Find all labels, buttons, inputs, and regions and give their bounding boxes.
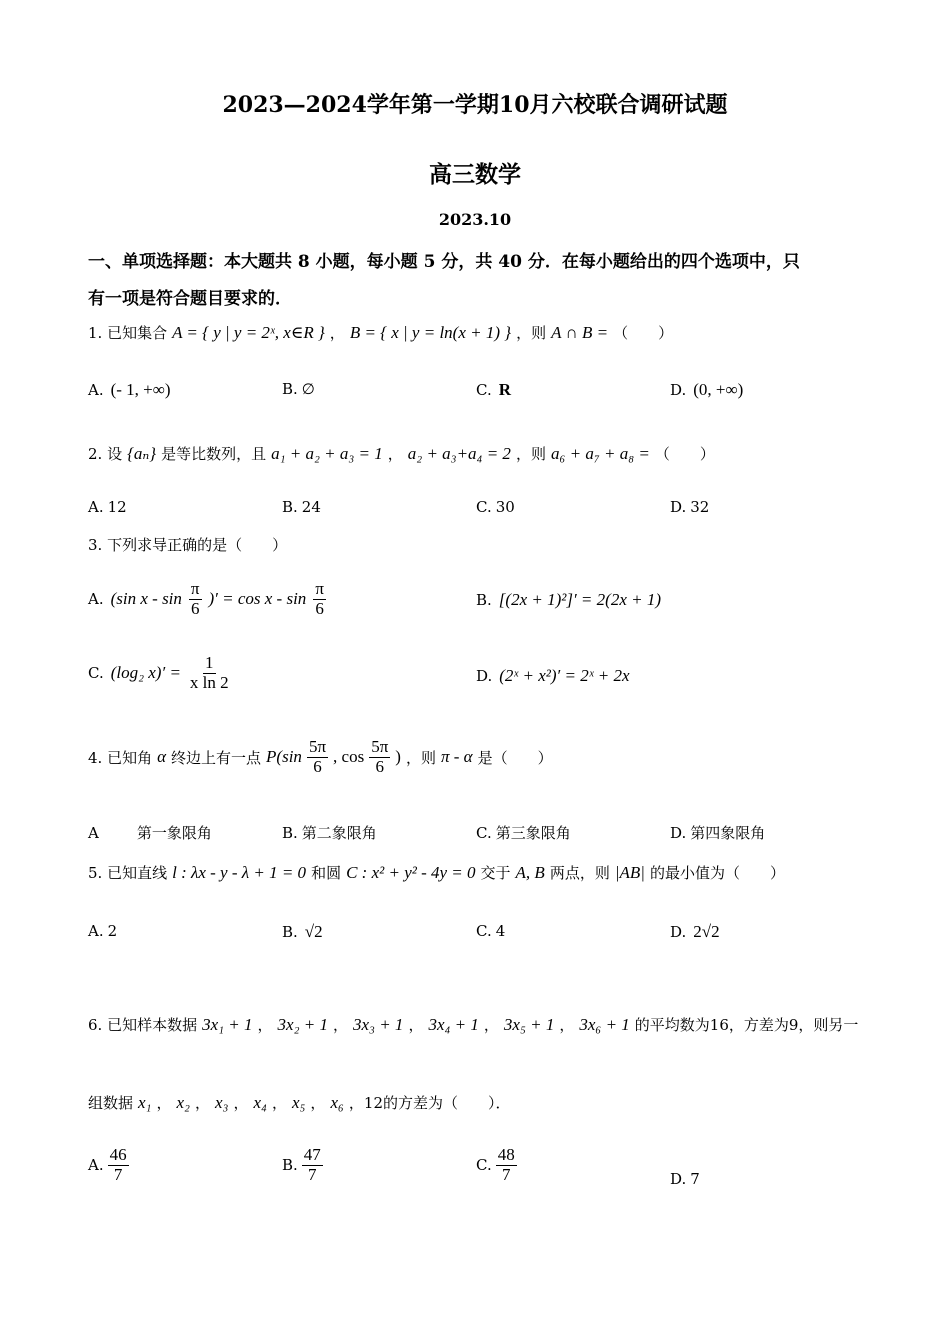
q4-option-c[interactable] [476,822,571,843]
option-label: A. [88,922,104,940]
q1-option-d[interactable] [670,380,746,400]
subject-title: 高三数学 [429,161,521,188]
question-5 [88,862,785,883]
q4-post: 是（ ） [477,748,553,767]
fraction: $\frac{\pi}{6}$ [190,579,200,618]
q4-option-b[interactable] [282,822,377,843]
q5-line-eq: l : λx - y - λ + 1 = 0 [172,862,307,882]
option-text: ∅ [301,380,315,398]
q1-pre: 1. 已知集合 [88,324,168,342]
fraction: $\frac{47}{7}$ [303,1145,321,1184]
q4-point-mid: , cos [333,747,365,767]
exam-date: 2023.10 [438,210,512,229]
q6-option-b[interactable] [282,1146,323,1184]
q2-option-b[interactable] [282,498,321,516]
comma: ， [408,1016,424,1034]
q3-option-c[interactable] [88,654,231,692]
question-4 [88,738,553,776]
option-text: 4 [495,922,506,940]
q5-mid3: 两点，则 [549,864,610,882]
fraction: $\frac{5\pi}{6}$ [308,737,327,776]
option-text: 第三象限角 [495,824,571,842]
option-text: 第二象限角 [301,824,377,842]
option-label: B. [282,823,298,842]
q2-eq1: a₁ + a₂ + a₃ = 1 [271,443,383,463]
q5-pre: 5. 已知直线 [88,864,168,882]
q6-data4: 3x₄ + 1 [428,1014,479,1034]
q1-intersection: A ∩ B = [551,322,609,342]
comma: ， [310,1094,326,1112]
option-text: (2ˣ + x²)′ = 2ˣ + 2x [499,666,630,685]
q1-sep1: ， [329,324,345,342]
q6-data6: 3x₆ + 1 [579,1014,630,1034]
q6-pre2: 组数据 [88,1094,134,1112]
option-text: 第一象限角 [136,824,212,842]
option-label: A. [88,590,104,609]
option-label: C. [476,823,492,842]
option-text: 2√2 [693,922,720,941]
option-label: C. [476,381,492,399]
option-text: [(2x + 1)²]′ = 2(2x + 1) [498,590,661,609]
option-text: R [498,380,511,399]
option-text: (0, +∞) [693,380,744,399]
option-label: C. [476,1156,492,1175]
q2-mid2: ， [387,445,403,463]
comma: ， [483,1016,499,1034]
fraction: $\frac{5\pi}{6}$ [371,737,389,776]
q1-sep2: ，则 [516,324,547,342]
q4-alpha: α [157,747,167,767]
option-label: A. [88,1156,104,1175]
q2-option-d[interactable] [670,498,709,516]
fraction: $\frac{48}{7}$ [497,1145,515,1184]
option-text: 第四象限角 [690,824,766,842]
q6-data1: 3x₁ + 1 [202,1014,253,1034]
q3-option-b[interactable] [476,590,664,610]
q6-post1: 的平均数为16，方差为9，则另一 [634,1016,859,1034]
q1-option-c[interactable] [476,380,514,400]
q4-pre: 4. 已知角 [88,748,153,767]
q5-mid2: 交于 [480,864,511,882]
option-label: D. [670,1170,687,1188]
option-text: 2 [107,922,118,940]
q5-post: 的最小值为（ ） [649,864,785,882]
q4-point-pre: P(sin [266,747,302,767]
q3-option-d[interactable] [476,666,633,686]
option-text: 24 [301,498,321,516]
q2-option-c[interactable] [476,498,515,516]
q2-post: （ ） [654,445,715,463]
option-label: B. [282,498,298,516]
q5-option-a[interactable] [88,922,117,940]
q3-options-row1 [88,580,864,630]
q3-text: 3. 下列求导正确的是（ ） [88,536,288,554]
section-heading-line1: 一、单项选择题：本大题共 8 小题，每小题 5 分，共 40 分．在每小题给出的四个选项中，只 [88,252,800,272]
q1-set-b: B = { x | y = ln(x + 1) } [349,322,512,342]
q4-expr: π - α [440,747,473,767]
q6-x2: x₂ [176,1092,190,1112]
question-1 [88,322,673,343]
q2-mid1: 是等比数列，且 [161,445,267,463]
q4-option-a[interactable] [88,822,212,843]
option-label: A. [88,498,104,516]
q6-pre: 6. 已知样本数据 [88,1016,198,1034]
q5-options [88,922,864,950]
q2-eq2: a₂ + a₃+a₄ = 2 [407,443,511,463]
q4-point-post: ) [395,747,401,767]
q2-options [88,498,864,522]
option-mid: )′ = cos x - sin [208,589,307,609]
q5-mid1: 和圆 [311,864,342,882]
q5-points: A, B [515,862,545,882]
q2-mid3: ，则 [515,445,546,463]
option-text: 30 [495,498,515,516]
q3-options-row2 [88,654,864,704]
q4-options [88,822,864,846]
q6-x5: x₅ [291,1092,306,1112]
option-lhs: (sin x - sin [110,589,182,609]
q6-data2: 3x₂ + 1 [277,1014,328,1034]
option-label: B. [282,1156,298,1175]
comma: ， [332,1016,348,1034]
fraction: $\frac{1}{\text{x ln 2}}$ [189,653,229,692]
option-label: B. [282,923,298,941]
option-label: D. [670,923,687,941]
q6-x4: x₄ [253,1092,267,1112]
option-label: B. [476,591,492,609]
q6-x3: x₃ [214,1092,229,1112]
option-label: D. [670,823,687,842]
q1-option-b[interactable] [282,380,315,398]
q1-option-a[interactable] [88,380,174,400]
q6-option-d[interactable] [670,1170,700,1188]
option-text: 12 [107,498,127,516]
option-label: C. [476,922,492,940]
q6-options [88,1146,864,1196]
option-label: B. [282,380,298,398]
question-3 [88,534,287,555]
comma: ， [257,1016,273,1034]
option-lhs: (log₂ x)′ = [110,663,181,683]
option-text: 7 [690,1170,700,1188]
option-text: √2 [304,922,323,941]
q1-post: （ ） [613,324,674,342]
comma: ， [156,1094,172,1112]
q4-option-d[interactable] [670,822,765,843]
q6-post2: ，12的方差为（ ）． [348,1094,511,1112]
option-label: A. [88,381,104,399]
q2-sequence: {aₙ} [127,443,157,463]
q5-chord: |AB| [614,862,645,882]
option-label: A [88,823,99,842]
q5-option-c[interactable] [476,922,505,940]
option-label: C. [476,498,492,516]
q2-target: a₆ + a₇ + a₈ = [550,443,650,463]
option-label: D. [476,667,493,685]
q2-option-a[interactable] [88,498,127,516]
q5-option-b[interactable] [282,922,326,942]
question-6-line1 [88,1014,858,1035]
q4-mid2: ，则 [405,748,436,767]
comma: ， [233,1094,249,1112]
q5-option-d[interactable] [670,922,723,942]
q6-data3: 3x₃ + 1 [353,1014,404,1034]
comma: ， [271,1094,287,1112]
q6-data5: 3x₅ + 1 [503,1014,555,1034]
option-text: 32 [690,498,710,516]
q6-option-a[interactable] [88,1146,129,1184]
option-label: D. [670,498,687,516]
q4-mid1: 终边上有一点 [171,748,262,767]
question-2 [88,443,715,464]
q5-circle-eq: C : x² + y² - 4y = 0 [346,862,476,882]
fraction: $\frac{46}{7}$ [109,1145,127,1184]
q1-options [88,380,864,410]
option-label: C. [88,664,104,683]
section-heading-line2: 有一项是符合题目要求的． [88,289,292,309]
q6-option-c[interactable] [476,1146,517,1184]
comma: ， [559,1016,575,1034]
q3-option-a[interactable] [88,580,326,618]
option-text: (- 1, +∞) [110,380,171,399]
q2-pre: 2. 设 [88,445,123,463]
comma: ， [194,1094,210,1112]
fraction: $\frac{\pi}{6}$ [315,579,324,618]
q6-x1: x₁ [138,1092,152,1112]
q6-x6: x₆ [330,1092,344,1112]
question-6-line2 [88,1092,511,1113]
exam-title: 2023—2024学年第一学期10月六校联合调研试题 [222,92,728,118]
option-label: D. [670,381,687,399]
q1-set-a: A = { y | y = 2ˣ, x∈R } [172,322,325,342]
